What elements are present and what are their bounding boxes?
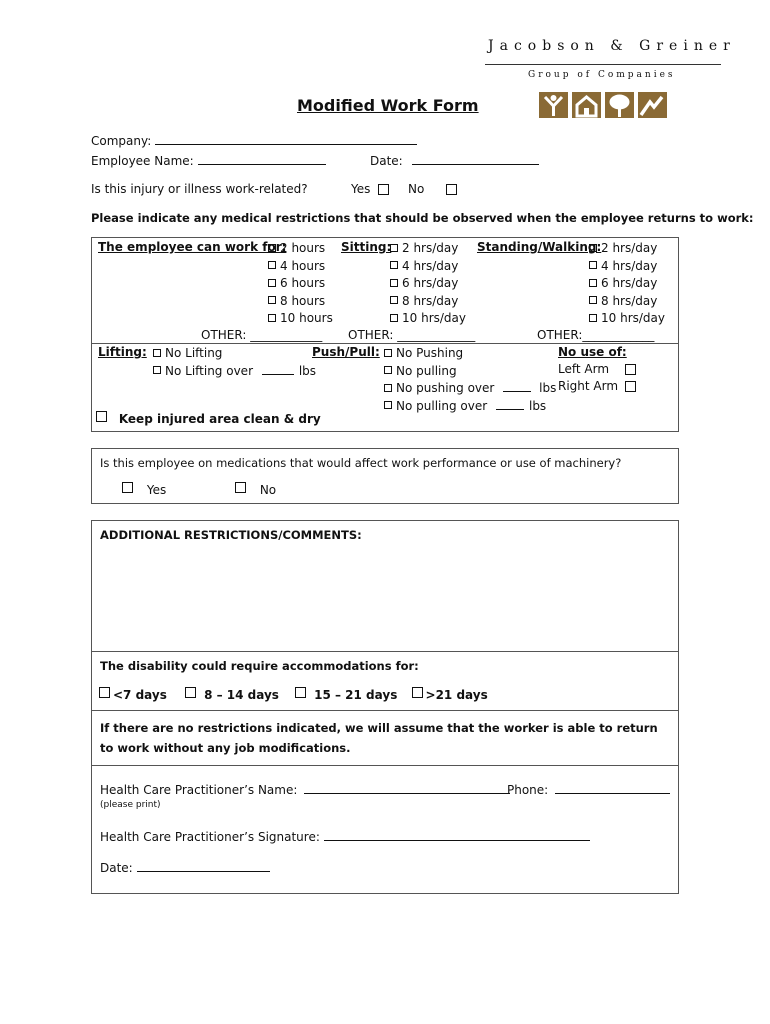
standing-option[interactable]: 2 hrs/day [589, 240, 665, 258]
right-arm-label: Right Arm [558, 379, 619, 393]
practitioner-name-label: Health Care Practitioner’s Name: [100, 783, 298, 797]
phone-field[interactable] [507, 782, 670, 797]
checkbox[interactable] [589, 279, 597, 287]
duration-option[interactable]: <7 days [99, 688, 167, 702]
date-input-line[interactable] [412, 153, 539, 165]
logo-divider [485, 64, 721, 65]
pushpull-options [384, 345, 556, 415]
checkbox[interactable] [268, 314, 276, 322]
left-arm-option[interactable] [558, 362, 639, 376]
mountain-logo-icon [638, 92, 667, 118]
additional-divider-3 [91, 765, 679, 766]
right-arm-option[interactable] [558, 379, 639, 393]
signature-label: Health Care Practitioner’s Signature: [100, 830, 320, 844]
other-field-3[interactable]: OTHER:____________ [537, 328, 655, 342]
lifting-label: Lifting: [98, 345, 147, 359]
work-related-question: Is this injury or illness work-related? [91, 182, 308, 196]
date-label: Date: [370, 154, 403, 168]
standing-option[interactable]: 6 hrs/day [589, 275, 665, 293]
pushpull-option[interactable]: No Pushing [384, 345, 556, 363]
checkbox[interactable] [99, 687, 110, 698]
practitioner-name-field[interactable] [100, 782, 510, 797]
medications-yes[interactable] [122, 483, 166, 497]
employee-name-label: Employee Name: [91, 154, 194, 168]
standing-option[interactable]: 4 hrs/day [589, 258, 665, 276]
medications-question: Is this employee on medications that would affect work performance or use of machinery? [100, 456, 622, 470]
checkbox[interactable] [268, 244, 276, 252]
practitioner-date-label: Date: [100, 861, 133, 875]
lifting-options [153, 345, 316, 380]
work-for-option[interactable]: 2 hours [268, 240, 333, 258]
other-field-1[interactable]: OTHER: ____________ [201, 328, 323, 342]
employee-name-field[interactable] [91, 153, 326, 168]
pushpull-option[interactable]: No pulling over lbs [384, 398, 556, 416]
pushpull-option[interactable]: No pulling [384, 363, 556, 381]
checkbox[interactable] [589, 261, 597, 269]
right-arm-checkbox[interactable] [625, 381, 636, 392]
sitting-option[interactable]: 10 hrs/day [390, 310, 466, 328]
duration-option[interactable]: >21 days [412, 688, 488, 702]
checkbox[interactable] [153, 366, 161, 374]
sitting-options [390, 240, 466, 328]
work-related-no-checkbox[interactable] [446, 184, 457, 195]
logo-tagline: Group of Companies [528, 70, 676, 80]
checkbox[interactable] [589, 244, 597, 252]
checkbox[interactable] [185, 687, 196, 698]
checkbox[interactable] [589, 314, 597, 322]
practitioner-date-field[interactable] [100, 860, 270, 875]
logo-name: Jacobson & Greiner [488, 38, 736, 54]
other-field-2[interactable]: OTHER: _____________ [348, 328, 476, 342]
standing-option[interactable]: 10 hrs/day [589, 310, 665, 328]
phone-label: Phone: [507, 783, 549, 797]
work-for-option[interactable]: 6 hours [268, 275, 333, 293]
checkbox[interactable] [268, 261, 276, 269]
sitting-option[interactable]: 4 hrs/day [390, 258, 466, 276]
checkbox[interactable] [390, 244, 398, 252]
no-use-label: No use of: [558, 345, 627, 359]
checkbox[interactable] [268, 296, 276, 304]
medications-no-label: No [259, 483, 277, 497]
house-logo-icon [572, 92, 601, 118]
pushpull-option[interactable]: No pushing over lbs [384, 380, 556, 398]
company-label: Company: [91, 134, 152, 148]
medications-yes-checkbox[interactable] [122, 482, 133, 493]
checkbox[interactable] [390, 279, 398, 287]
signature-field[interactable] [100, 829, 590, 844]
checkbox[interactable] [390, 261, 398, 269]
medications-yes-label: Yes [146, 483, 167, 497]
standing-option[interactable]: 8 hrs/day [589, 293, 665, 311]
lifting-lbs-line[interactable] [262, 363, 294, 375]
checkbox[interactable] [384, 384, 392, 392]
work-for-option[interactable]: 10 hours [268, 310, 333, 328]
person-logo-icon [539, 92, 568, 118]
additional-heading: ADDITIONAL RESTRICTIONS/COMMENTS: [100, 528, 362, 542]
company-field[interactable] [91, 133, 417, 148]
checkbox[interactable] [268, 279, 276, 287]
left-arm-checkbox[interactable] [625, 364, 636, 375]
checkbox[interactable] [384, 401, 392, 409]
employee-name-input-line[interactable] [198, 153, 326, 165]
work-for-label: The employee can work for: [98, 240, 287, 254]
work-related-no[interactable] [408, 182, 460, 196]
practitioner-date-line[interactable] [137, 860, 270, 872]
additional-divider-1 [91, 651, 679, 652]
lbs-label: lbs [528, 398, 547, 413]
medications-no[interactable] [235, 483, 276, 497]
checkbox[interactable] [390, 296, 398, 304]
keep-clean-option[interactable] [96, 412, 321, 426]
left-arm-label: Left Arm [558, 362, 610, 376]
work-for-options [268, 240, 333, 328]
checkbox[interactable] [384, 366, 392, 374]
yes-label: Yes [351, 182, 371, 196]
checkbox[interactable] [384, 349, 392, 357]
duration-option[interactable]: 8 – 14 days [185, 688, 279, 702]
disability-label: The disability could require accommodations for: [100, 659, 419, 673]
lifting-option[interactable]: No Lifting over lbs [153, 363, 316, 381]
checkbox[interactable] [390, 314, 398, 322]
keep-clean-label: Keep injured area clean & dry [118, 412, 321, 426]
work-related-yes[interactable] [351, 182, 392, 196]
checkbox[interactable] [589, 296, 597, 304]
sitting-label: Sitting: [341, 240, 392, 254]
standing-label: Standing/Walking: [477, 240, 602, 254]
signature-line[interactable] [324, 829, 590, 841]
pulling-lbs-line[interactable] [496, 398, 524, 410]
form-title: Modified Work Form [297, 96, 479, 115]
medications-no-checkbox[interactable] [235, 482, 246, 493]
keep-clean-checkbox[interactable] [96, 411, 107, 422]
pushpull-label: Push/Pull: [312, 345, 380, 359]
checkbox[interactable] [153, 349, 161, 357]
comments-area[interactable] [92, 548, 678, 648]
additional-divider-2 [91, 710, 679, 711]
instructions-text: Please indicate any medical restrictions that should be observed when the employee returns to work: [91, 211, 754, 225]
phone-line[interactable] [555, 782, 670, 794]
practitioner-name-line[interactable] [304, 782, 510, 794]
duration-options [99, 688, 488, 702]
please-print-hint: (please print) [100, 800, 161, 810]
work-for-option[interactable]: 8 hours [268, 293, 333, 311]
sitting-option[interactable]: 6 hrs/day [390, 275, 466, 293]
restrictions-divider [91, 343, 679, 344]
company-input-line[interactable] [155, 133, 417, 145]
no-label: No [408, 182, 425, 196]
work-related-yes-checkbox[interactable] [378, 184, 389, 195]
checkbox[interactable] [412, 687, 423, 698]
date-field[interactable] [370, 153, 539, 168]
lbs-label: lbs [539, 381, 557, 395]
checkbox[interactable] [295, 687, 306, 698]
duration-option[interactable]: 15 – 21 days [295, 688, 397, 702]
pushing-lbs-line[interactable] [503, 380, 531, 392]
sitting-option[interactable]: 8 hrs/day [390, 293, 466, 311]
tree-logo-icon [605, 92, 634, 118]
lbs-label: lbs [298, 363, 317, 378]
sitting-option[interactable]: 2 hrs/day [390, 240, 466, 258]
standing-options [589, 240, 665, 328]
no-restrictions-note: If there are no restrictions indicated, we will assume that the worker is able to return to work without any job modifications. [100, 721, 658, 755]
work-for-option[interactable]: 4 hours [268, 258, 333, 276]
lifting-option[interactable]: No Lifting [153, 345, 316, 363]
